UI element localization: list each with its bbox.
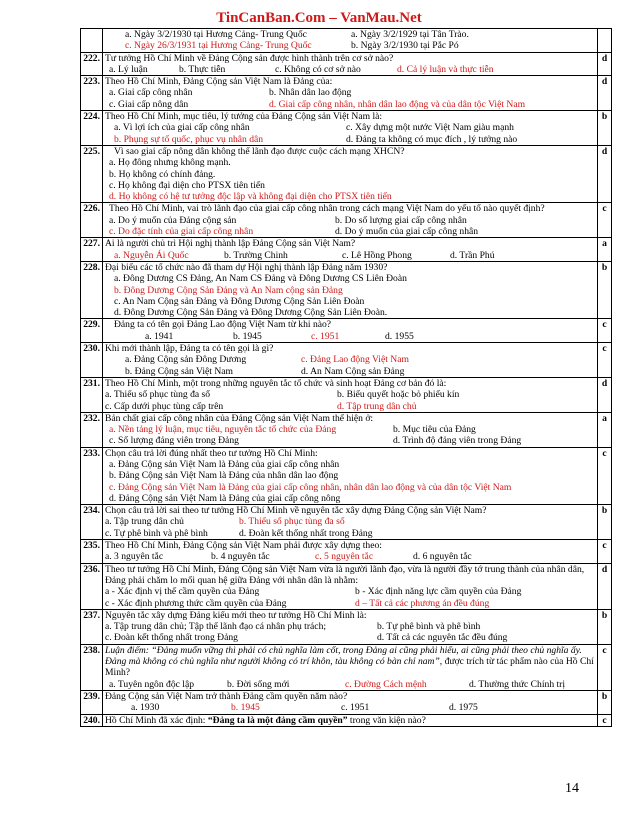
answer-key: c — [598, 714, 612, 726]
question-text: Theo Hồ Chí Minh, Đảng Cộng sản Việt Nam là Đảng của: — [105, 76, 333, 88]
answer-key: c — [598, 644, 612, 690]
question-cell — [103, 261, 598, 318]
question-text: Đảng Cộng sản Việt Nam trở thành Đảng cầm quyền năm nào? — [105, 690, 348, 702]
question-number: 226. — [81, 203, 103, 238]
option-a: a. Đông Dương CS Đảng, An Nam CS Đảng và Đông Dương CS Liên Đoàn — [114, 273, 407, 285]
option-d: d. Cả lý luận và thực tiễn — [397, 63, 494, 75]
answer-key: b — [598, 609, 612, 644]
option-a: a. Tập trung dân chủ; Tập thể lãnh đạo cá nhân phụ trách; — [105, 621, 327, 633]
option-a: a. Do ý muốn của Đảng cộng sản — [109, 214, 237, 226]
question-prefix: Hồ Chí Minh đã xác định: — [105, 714, 208, 726]
option-c: c. Giai cấp nông dân — [109, 98, 189, 110]
question-text: Khi mới thành lập, Đảng ta có tên gọi là gì? — [105, 343, 274, 355]
option-a: a. Thiểu số phục tùng đa số — [105, 389, 211, 401]
question-text: Ai là người chủ trì Hội nghị thành lập Đảng Cộng sản Việt Nam? — [105, 238, 356, 250]
option-b: b. Trường Chinh — [224, 249, 288, 261]
option-c: c. Đường Cách mệnh — [345, 678, 427, 690]
question-quote: “Đảng ta là một đảng cầm quyền” — [207, 714, 348, 726]
table-row — [81, 76, 612, 111]
option-a: a. Ngày 3/2/1930 tại Hương Cảng- Trung Quốc — [125, 29, 307, 40]
option-b: b. Phụng sự tổ quốc, phục vụ nhân dân — [114, 133, 264, 145]
question-text: Đảng ta có tên gọi Đảng Lao động Việt Nam từ khi nào? — [114, 319, 332, 331]
question-cell — [103, 644, 598, 690]
question-number: 240. — [81, 714, 103, 726]
question-cell — [103, 238, 598, 262]
question-text: Đại biểu các tổ chức nào đã tham dự Hội nghị thành lập Đảng năm 1930? — [105, 261, 388, 273]
table-row — [81, 644, 612, 690]
question-number: 233. — [81, 447, 103, 504]
option-b: b. 1945 — [233, 330, 262, 342]
answer-key: c — [598, 447, 612, 504]
question-suffix: trong văn kiện nào? — [347, 714, 426, 726]
option-c: c. 1951 — [341, 702, 370, 714]
table-row — [81, 609, 612, 644]
option-d: d. Thường thức Chính trị — [469, 678, 566, 690]
question-number: 234. — [81, 505, 103, 540]
option-d: d. Trình độ đảng viên trong Đảng — [393, 435, 522, 447]
table-row — [81, 412, 612, 447]
table-row — [81, 145, 612, 202]
option-b: b. Đời sống mới — [227, 678, 290, 690]
question-number: 238. — [81, 644, 103, 690]
option-d: d. An Nam Cộng sản Đảng — [301, 365, 405, 377]
option-c: c. An Nam Cộng sản Đảng và Đông Dương Cộng Sản Liên Đoàn — [114, 295, 365, 307]
question-table — [80, 28, 612, 727]
question-cell — [103, 505, 598, 540]
option-a: a. Giai cấp công nhân — [109, 87, 193, 99]
option-b: b. 4 nguyên tắc — [211, 551, 270, 563]
option-a: a. 3 nguyên tắc — [105, 551, 164, 563]
table-row — [81, 505, 612, 540]
option-c: c. Đảng Lao động Việt Nam — [301, 354, 409, 366]
option-b: b. Thiểu số phục tùng đa số — [239, 516, 345, 528]
option-a: a. 1930 — [131, 702, 160, 714]
option-a: a. Tập trung dân chủ — [105, 516, 184, 528]
option-a: a. Đảng Cộng sản Đông Dương — [125, 354, 247, 366]
option-d: d. Đảng Cộng sản Việt Nam là Đảng của giai cấp công nông — [109, 492, 341, 504]
question-number: 225. — [81, 145, 103, 202]
option-b: b. Đảng Cộng sản Việt Nam là Đảng của nhân dân lao động — [109, 470, 339, 482]
question-text: Bản chất giai cấp công nhân của Đảng Cộng sản Việt Nam thể hiện ở: — [105, 412, 374, 424]
question-number: 224. — [81, 111, 103, 146]
answer-key: a — [598, 412, 612, 447]
option-c: c. 5 nguyên tắc — [315, 551, 374, 563]
option-a: a - Xác định vị thế cầm quyền của Đảng — [105, 586, 260, 598]
option-d: d. Đảng ta không có mục đích , lý tưởng nào — [346, 133, 518, 145]
option-d: d. Họ không có hệ tư tưởng độc lập và không đại diện cho PTSX tiên tiến — [109, 191, 392, 203]
option-b: b. Họ không có chính đảng. — [109, 168, 216, 180]
option-c: c. Do đặc tính của giai cấp công nhân — [109, 226, 254, 238]
answer-key: c — [598, 319, 612, 343]
table-row — [81, 319, 612, 343]
table-row — [81, 714, 612, 726]
option-b: b. Mục tiêu của Đảng — [393, 424, 476, 436]
answer-key: b — [598, 505, 612, 540]
option-c: c. Xây dựng một nước Việt Nam giàu mạnh — [346, 122, 514, 134]
question-text: Theo Hồ Chí Minh, vai trò lãnh đạo của giai cấp công nhân trong cách mạng Việt Nam do yếu tố nào quyết định? — [109, 203, 545, 215]
question-cell — [103, 447, 598, 504]
table-row — [81, 540, 612, 564]
option-a-right: a. Ngày 3/2/1929 tại Tân Trào. — [351, 29, 469, 40]
answer-key: b — [598, 261, 612, 318]
question-number: 239. — [81, 690, 103, 714]
answer-key: d — [598, 145, 612, 202]
table-row — [81, 261, 612, 318]
question-cell — [103, 203, 598, 238]
question-text: Chọn câu trả lời sai theo tư tưởng Hồ Chí Minh về nguyên tắc xây dựng Đảng Cộng sản Việt Nam? — [105, 505, 487, 517]
table-row — [81, 690, 612, 714]
question-number: 237. — [81, 609, 103, 644]
option-a: a. Vì lợi ích của giai cấp công nhân — [114, 122, 250, 134]
question-cell — [103, 412, 598, 447]
question-cell — [103, 714, 598, 726]
option-c: c. Ngày 26/3/1931 tại Hương Cảng- Trung Quốc — [125, 40, 312, 52]
question-number: 230. — [81, 343, 103, 378]
table-row — [81, 29, 612, 53]
option-d: d. Đông Dương Cộng Sản Đảng và Đông Dương Cộng Sản Liên Đoàn. — [114, 307, 388, 319]
table-row — [81, 343, 612, 378]
option-c: c - Xác định phương thức cầm quyền của Đảng — [105, 597, 287, 609]
option-b: b. Đông Dương Cộng Sản Đảng và An Nam cộng sản Đảng — [114, 284, 343, 296]
question-text — [105, 645, 595, 679]
quote-text: Luận điểm: “Đảng muốn vững thì phải có chủ nghĩa làm cốt, trong Đảng ai cũng phải hiểu, ai cũng phải theo chủ nghĩa ấy. Đảng mà không có chủ nghĩa như người không có trí khôn, tàu không có bàn chỉ nam”, — [105, 644, 582, 668]
option-c: c. Đoàn kết thống nhất trong Đảng — [105, 632, 238, 644]
question-cell — [103, 145, 598, 202]
question-text: Theo Hồ Chí Minh, Đảng Cộng sản Việt Nam phải được xây dựng theo: — [105, 540, 382, 552]
question-cell — [103, 76, 598, 111]
question-number: 235. — [81, 540, 103, 564]
answer-key: d — [598, 563, 612, 609]
answer-key: d — [598, 76, 612, 111]
question-cell — [103, 319, 598, 343]
option-a: a. Nền tảng lý luận, mục tiêu, nguyên tắc tổ chức của Đảng — [109, 424, 337, 436]
option-b-right: b. Ngày 3/2/1930 tại Pắc Pó — [351, 40, 459, 52]
option-d: d. Tập trung dân chủ — [337, 400, 417, 412]
question-number: 231. — [81, 377, 103, 412]
question-number: 222. — [81, 52, 103, 76]
answer-key: b — [598, 690, 612, 714]
question-cell — [103, 343, 598, 378]
option-d: d. Tất cả các nguyên tắc đều đúng — [377, 632, 508, 644]
option-c: c. Lê Hồng Phong — [342, 249, 412, 261]
question-text: Theo tư tưởng Hồ Chí Minh, Đảng Cộng sản Việt Nam vừa là người lãnh đạo, vừa là người đầy tớ trung thành của nhân dân, Đảng phải chăm lo mối quan hệ giữa Đảng với nhân dân là nhằm: — [105, 563, 585, 586]
option-d: d. Trần Phú — [450, 249, 495, 261]
option-a: a. Họ đông nhưng không mạnh. — [109, 157, 231, 169]
question-text: Vì sao giai cấp nông dân không thể lãnh đạo được cuộc cách mạng XHCN? — [114, 145, 405, 157]
question-cell — [103, 563, 598, 609]
option-a: a. Tuyên ngôn độc lập — [109, 678, 195, 690]
option-b: b. Do số lượng giai cấp công nhân — [335, 214, 467, 226]
question-cell — [103, 52, 598, 76]
option-c: c. Đảng Cộng sản Việt Nam là Đảng của giai cấp công nhân, nhân dân lao động và của dân tộc Việt Nam — [109, 481, 512, 493]
answer-key: d — [598, 52, 612, 76]
option-d: d – Tất cả các phương án đều đúng — [355, 597, 490, 609]
answer-key: a — [598, 238, 612, 262]
option-d: d. 1955 — [385, 330, 414, 342]
option-d: d. Đoàn kết thống nhất trong Đảng — [239, 527, 373, 539]
option-c: c. Cấp dưới phục tùng cấp trên — [105, 400, 224, 412]
table-row — [81, 203, 612, 238]
question-text: Nguyên tắc xây dựng Đảng kiểu mới theo tư tưởng Hồ Chí Minh là: — [105, 609, 367, 621]
option-d: d. Giai cấp công nhân, nhân dân lao động và của dân tộc Việt Nam — [269, 98, 526, 110]
question-number: 236. — [81, 563, 103, 609]
site-title: TinCanBan.Com – VanMau.Net — [216, 10, 422, 26]
option-c: c. 1951 — [311, 330, 340, 342]
question-tail: được trích từ tác phẩm nào của Hồ Chí Minh? — [105, 656, 594, 679]
question-cell — [103, 609, 598, 644]
question-number: 223. — [81, 76, 103, 111]
answer-key: d — [598, 377, 612, 412]
option-a: a. Nguyễn Ái Quốc — [114, 249, 189, 261]
option-b: b. Thực tiễn — [179, 63, 226, 75]
option-c: c. Số lượng đảng viên trong Đảng — [109, 435, 239, 447]
question-text: Theo Hồ Chí Minh, mục tiêu, lý tưởng của Đảng Cộng sản Việt Nam là: — [105, 111, 383, 123]
question-cell — [103, 540, 598, 564]
table-row — [81, 377, 612, 412]
option-c: c. Không có cơ sở nào — [275, 63, 361, 75]
option-d: d. 6 nguyên tắc — [413, 551, 472, 563]
answer-key: c — [598, 203, 612, 238]
answer-key: c — [598, 343, 612, 378]
question-text: Theo Hồ Chí Minh, một trong những nguyên tắc tổ chức và sinh hoạt Đảng cơ bản đó là: — [105, 377, 447, 389]
question-cell — [103, 29, 598, 53]
option-d: d. Do ý muốn của giai cấp công nhân — [335, 226, 479, 238]
answer-key: b — [598, 111, 612, 146]
option-a: a. Lý luận — [109, 63, 148, 75]
question-cell — [103, 690, 598, 714]
option-c: c. Họ không đại diện cho PTSX tiên tiến — [109, 179, 265, 191]
question-text: Tư tưởng Hồ Chí Minh về Đảng Cộng sản được hình thành trên cơ sở nào? — [105, 52, 394, 64]
table-row — [81, 563, 612, 609]
option-b: b. Biểu quyết hoặc bỏ phiếu kín — [337, 389, 460, 401]
question-text — [105, 715, 595, 726]
table-row — [81, 238, 612, 262]
question-number: 228. — [81, 261, 103, 318]
option-a: a. 1941 — [145, 330, 174, 342]
option-a: a. Đảng Cộng sản Việt Nam là Đảng của giai cấp công nhân — [109, 458, 340, 470]
option-b: b. Tự phê bình và phê bình — [377, 621, 481, 633]
table-row — [81, 111, 612, 146]
answer-key: c — [598, 540, 612, 564]
option-b: b. Đảng Cộng sản Việt Nam — [125, 365, 233, 377]
question-text: Chọn câu trả lời đúng nhất theo tư tưởng Hồ Chí Minh: — [105, 447, 318, 459]
table-row — [81, 52, 612, 76]
option-b: b. 1945 — [231, 702, 260, 714]
question-cell — [103, 111, 598, 146]
option-c: c. Tự phê bình và phê bình — [105, 527, 208, 539]
question-number: 229. — [81, 319, 103, 343]
table-row — [81, 447, 612, 504]
option-b: b - Xác định năng lực cầm quyền của Đảng — [355, 586, 522, 598]
option-d: d. 1975 — [449, 702, 478, 714]
question-number: 232. — [81, 412, 103, 447]
question-number: 227. — [81, 238, 103, 262]
page-number: 14 — [565, 781, 579, 796]
question-cell — [103, 377, 598, 412]
option-b: b. Nhân dân lao động — [269, 87, 352, 99]
